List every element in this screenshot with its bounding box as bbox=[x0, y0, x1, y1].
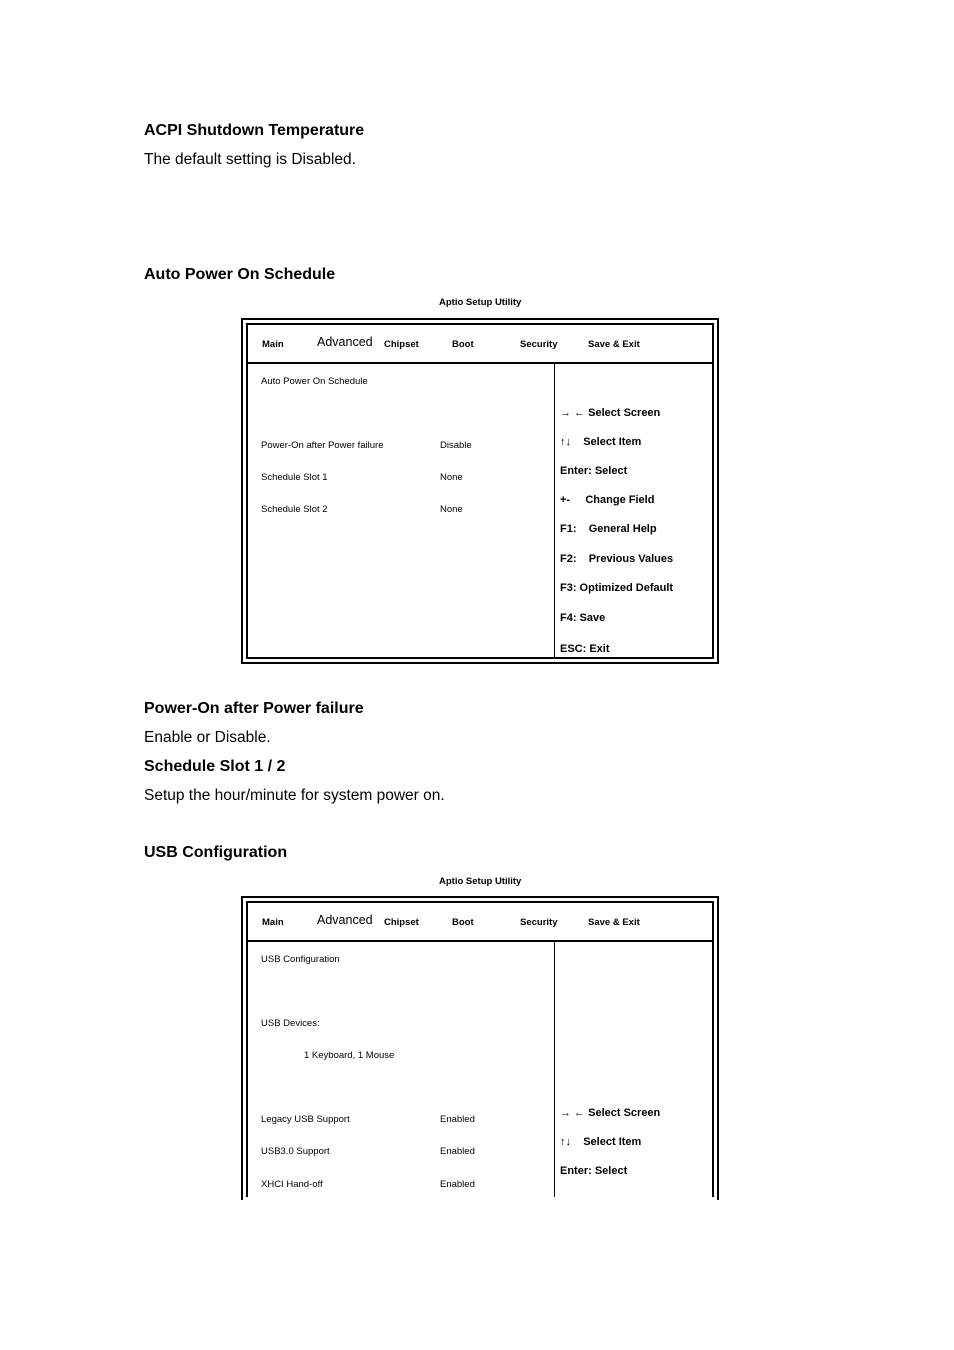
utility-title: Aptio Setup Utility bbox=[439, 297, 522, 308]
menu-chipset[interactable]: Chipset bbox=[384, 339, 419, 350]
utility-title-2: Aptio Setup Utility bbox=[439, 876, 522, 887]
panel-divider bbox=[554, 940, 555, 1197]
option-value-usb3[interactable]: Enabled bbox=[440, 1146, 475, 1157]
help-save: F4: Save bbox=[560, 612, 606, 624]
acpi-shutdown-heading: ACPI Shutdown Temperature bbox=[144, 122, 365, 139]
help-change-field: +- Change Field bbox=[560, 494, 655, 506]
help-select-item: ↑↓ Select Item bbox=[560, 436, 642, 448]
usb-config-heading: USB Configuration bbox=[144, 844, 288, 861]
option-value-slot2[interactable]: None bbox=[440, 504, 463, 515]
menu-advanced[interactable]: Advanced bbox=[317, 335, 373, 349]
help-select-item: ↑↓ Select Item bbox=[560, 1136, 642, 1148]
panel-divider bbox=[554, 362, 555, 657]
schedule-slot-description: Setup the hour/minute for system power on. bbox=[144, 787, 445, 804]
usb-devices-label: USB Devices: bbox=[261, 1018, 320, 1029]
menu-boot[interactable]: Boot bbox=[452, 917, 474, 928]
bios-menu-bar bbox=[248, 903, 712, 942]
option-label-slot1[interactable]: Schedule Slot 1 bbox=[261, 472, 328, 483]
help-enter-select: Enter: Select bbox=[560, 1165, 628, 1177]
option-value-xhci[interactable]: Enabled bbox=[440, 1179, 475, 1190]
menu-security[interactable]: Security bbox=[520, 339, 558, 350]
schedule-slot-heading: Schedule Slot 1 / 2 bbox=[144, 758, 286, 775]
menu-chipset[interactable]: Chipset bbox=[384, 917, 419, 928]
option-label-xhci[interactable]: XHCI Hand-off bbox=[261, 1179, 323, 1190]
menu-boot[interactable]: Boot bbox=[452, 339, 474, 350]
screen-heading: USB Configuration bbox=[261, 954, 340, 965]
help-general-help: F1: General Help bbox=[560, 523, 657, 535]
menu-save-exit[interactable]: Save & Exit bbox=[588, 917, 640, 928]
option-label-legacy-usb[interactable]: Legacy USB Support bbox=[261, 1114, 350, 1125]
menu-main[interactable]: Main bbox=[262, 917, 284, 928]
option-label-power-on[interactable]: Power-On after Power failure bbox=[261, 440, 384, 451]
help-select-screen: → ← Select Screen bbox=[560, 1107, 661, 1119]
bios-inner-frame bbox=[246, 323, 714, 659]
option-value-legacy-usb[interactable]: Enabled bbox=[440, 1114, 475, 1125]
screen-heading: Auto Power On Schedule bbox=[261, 376, 368, 387]
bios-inner-frame bbox=[246, 901, 714, 1197]
help-previous-values: F2: Previous Values bbox=[560, 553, 674, 565]
auto-power-heading: Auto Power On Schedule bbox=[144, 266, 336, 283]
bios-screen-auto-power bbox=[241, 318, 719, 664]
help-optimized-default: F3: Optimized Default bbox=[560, 582, 674, 594]
help-exit: ESC: Exit bbox=[560, 643, 610, 655]
menu-save-exit[interactable]: Save & Exit bbox=[588, 339, 640, 350]
power-on-description: Enable or Disable. bbox=[144, 729, 271, 746]
bios-menu-bar bbox=[248, 325, 712, 364]
help-select-screen: → ← Select Screen bbox=[560, 407, 661, 419]
menu-security[interactable]: Security bbox=[520, 917, 558, 928]
option-label-usb3[interactable]: USB3.0 Support bbox=[261, 1146, 330, 1157]
bios-screen-usb bbox=[241, 896, 719, 1200]
power-on-heading: Power-On after Power failure bbox=[144, 700, 364, 717]
help-enter-select: Enter: Select bbox=[560, 465, 628, 477]
usb-devices-value: 1 Keyboard, 1 Mouse bbox=[304, 1050, 395, 1061]
menu-advanced[interactable]: Advanced bbox=[317, 913, 373, 927]
option-label-slot2[interactable]: Schedule Slot 2 bbox=[261, 504, 328, 515]
menu-main[interactable]: Main bbox=[262, 339, 284, 350]
acpi-shutdown-description: The default setting is Disabled. bbox=[144, 151, 356, 168]
option-value-power-on[interactable]: Disable bbox=[440, 440, 472, 451]
option-value-slot1[interactable]: None bbox=[440, 472, 463, 483]
